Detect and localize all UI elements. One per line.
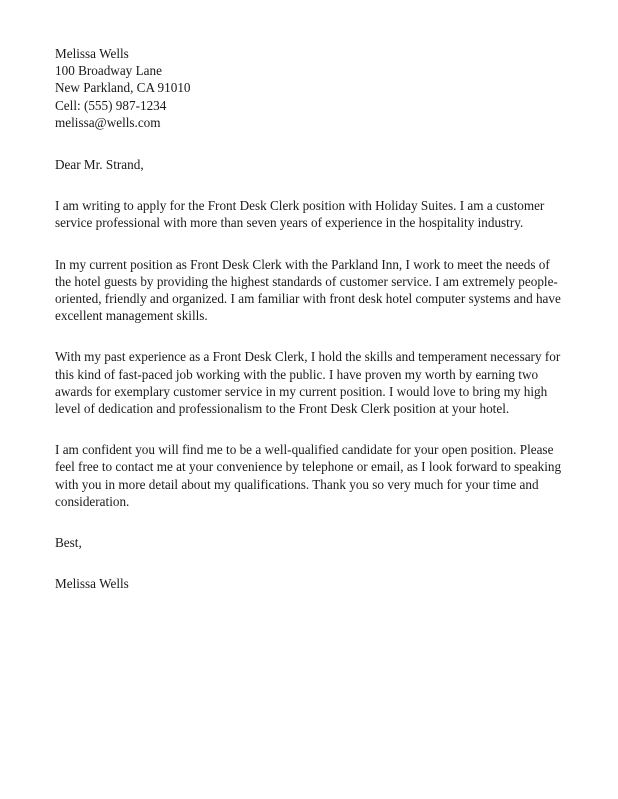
sender-phone: Cell: (555) 987-1234 xyxy=(55,97,167,113)
signature-name: Melissa Wells xyxy=(55,576,129,592)
sender-name: Melissa Wells xyxy=(55,46,129,61)
closing-salutation: Best, xyxy=(55,535,82,551)
sender-street: 100 Broadway Lane xyxy=(55,63,162,79)
sender-email: melissa@wells.com xyxy=(55,114,161,130)
body-paragraph-2: In my current position as Front Desk Clerk with the Parkland Inn, I work to meet the needs of the hotel guests by providing the highest standards of customer service. I am extremely people-oriented, friendly and organized. I am familiar with front desk hotel computer systems and have excellent management skills. xyxy=(55,256,561,324)
sender-address-block xyxy=(55,45,563,131)
body-paragraph-4: I am confident you will find me to be a well-qualified candidate for your open position. Please feel free to contact me at your convenience by telephone or email, as I look forward to speaking with you in more detail about my qualifications. Thank you so very much for your time and consideration. xyxy=(55,442,562,509)
body-paragraph-1: I am writing to apply for the Front Desk Clerk position with Holiday Suites. I am a customer service professional with more than seven years of experience in the hospitality industry. xyxy=(55,198,545,231)
body-paragraph-3: With my past experience as a Front Desk Clerk, I hold the skills and temperament necessary for this kind of fast-paced job working with the public. I have proven my worth by earning two awards for exemplary customer service in my current position. I would love to bring my high level of dedication and professionalism to the Front Desk Clerk position at your hotel. xyxy=(55,349,561,417)
salutation: Dear Mr. Strand, xyxy=(55,157,144,173)
letter-body xyxy=(55,45,563,592)
sender-city-state-zip: New Parkland, CA 91010 xyxy=(55,80,191,96)
